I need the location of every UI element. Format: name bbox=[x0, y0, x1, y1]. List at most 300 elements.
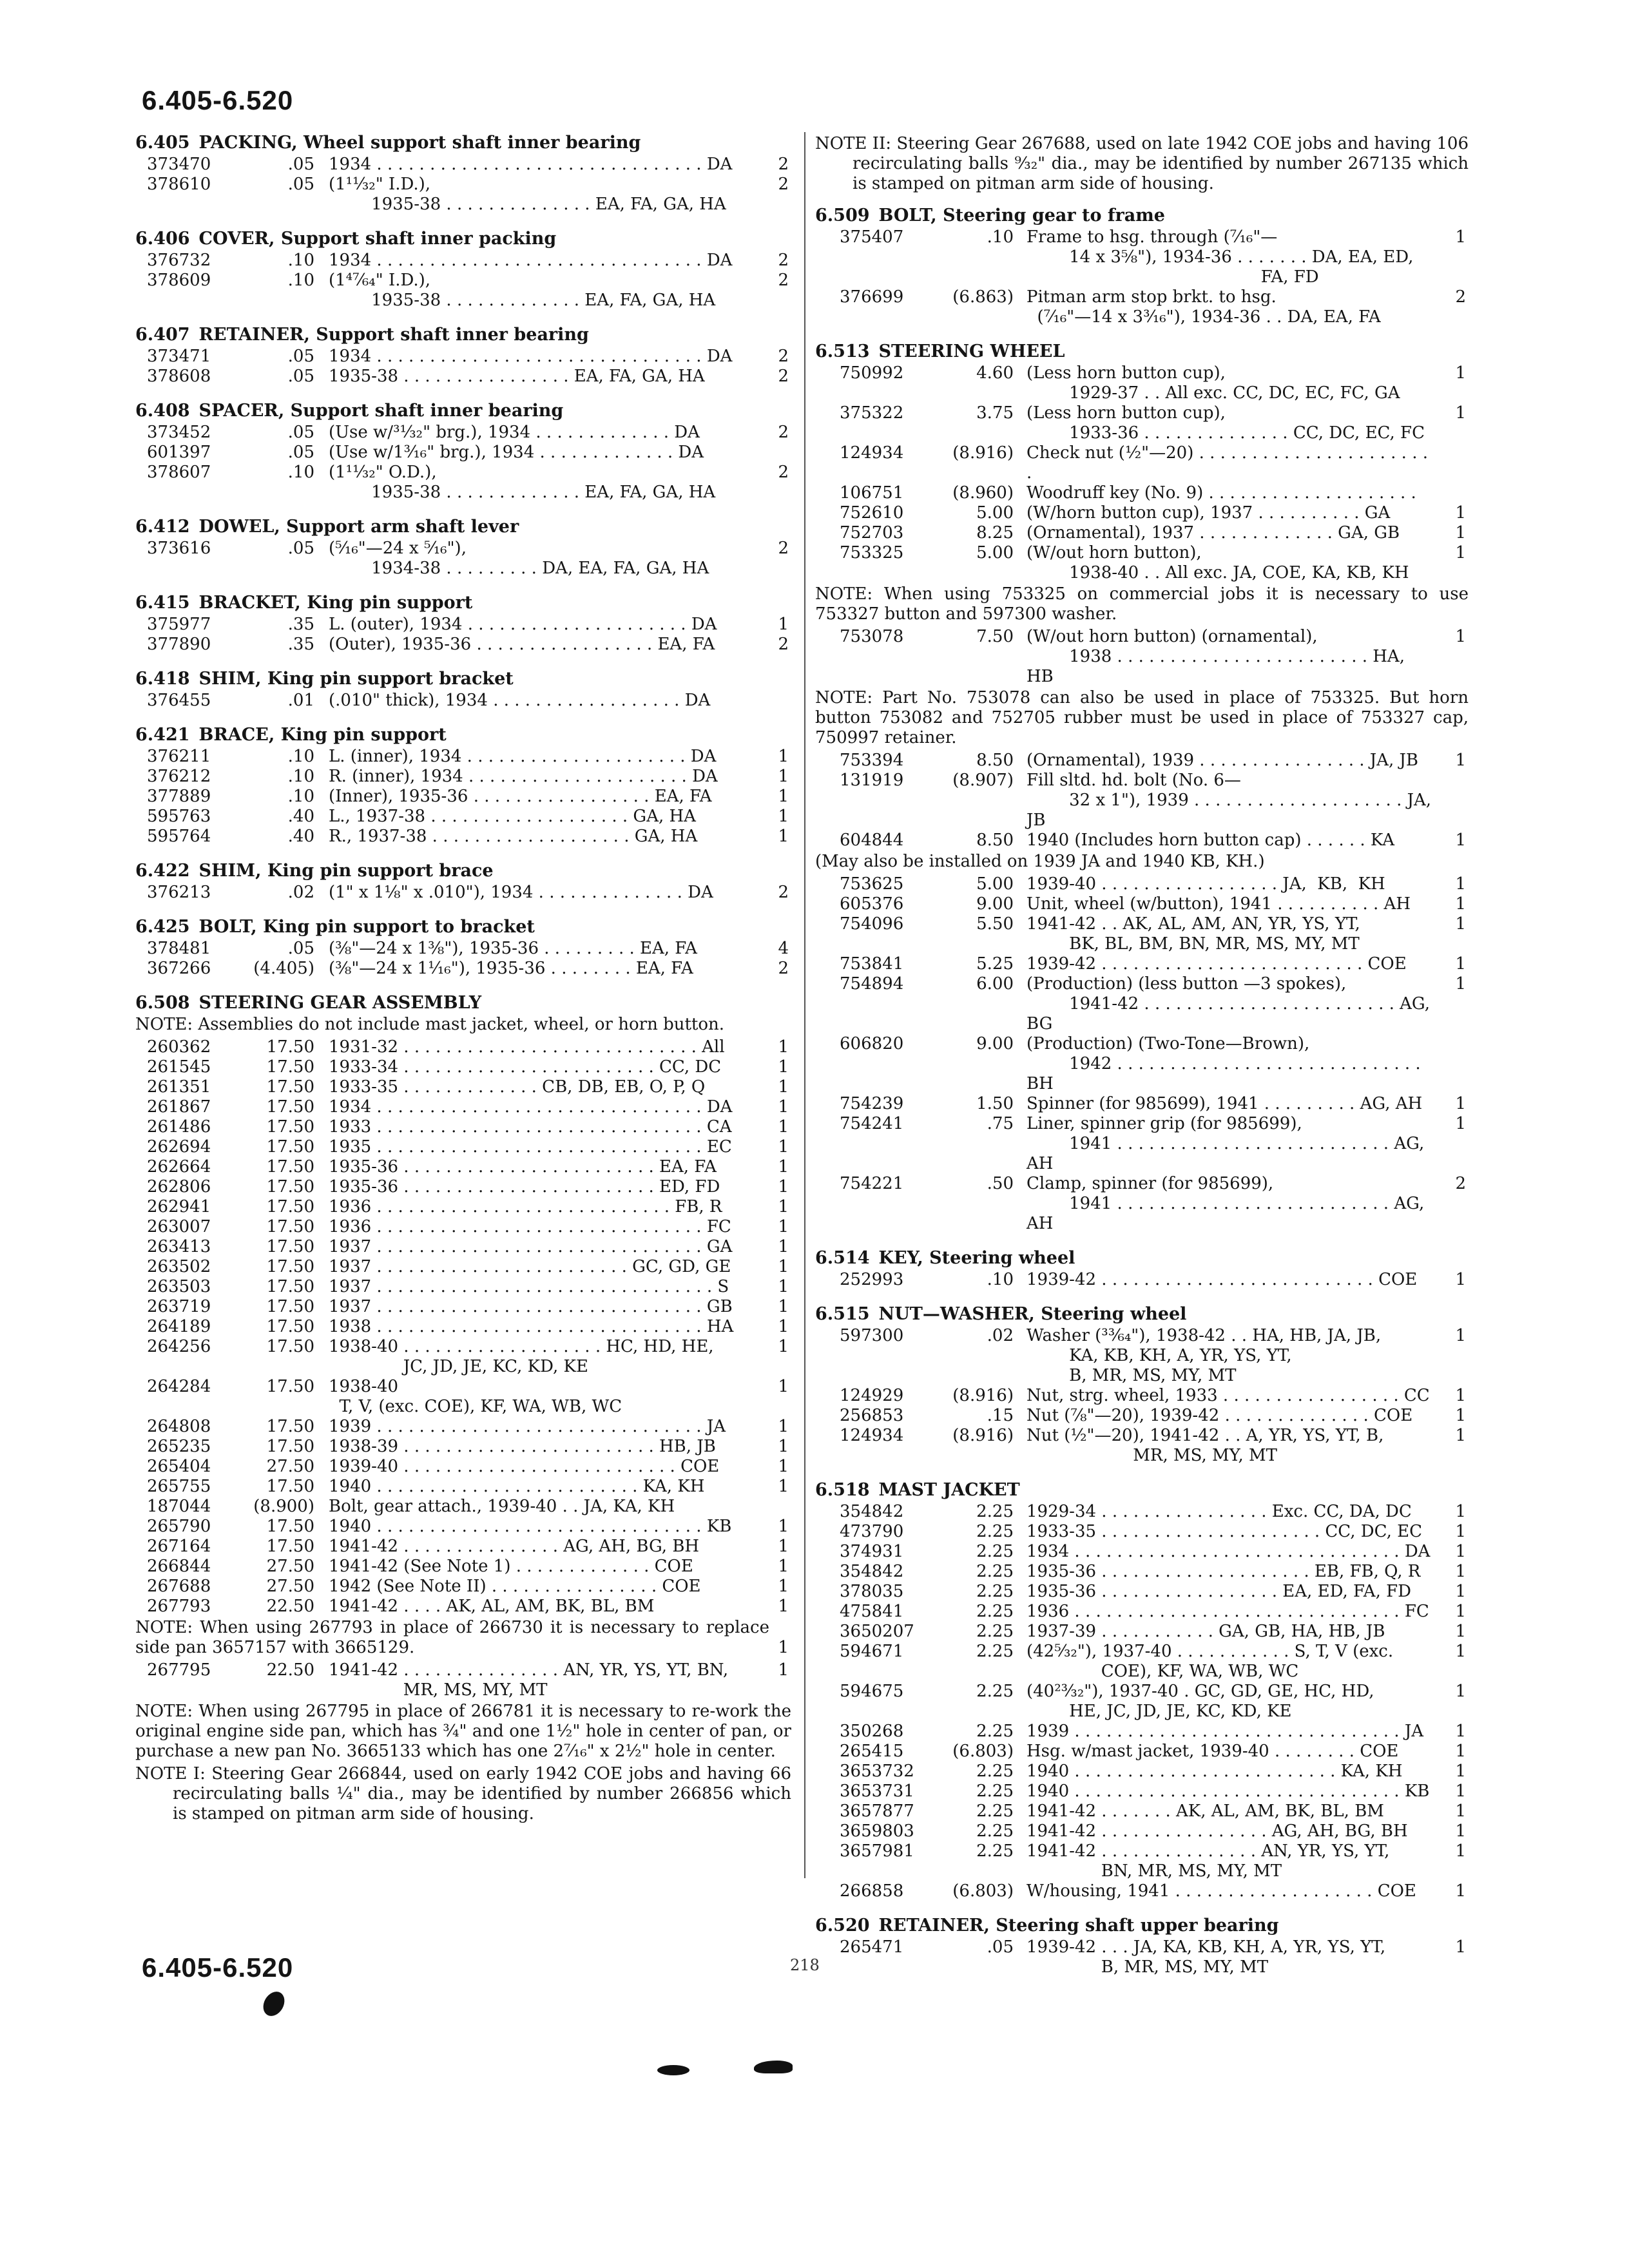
part-row bbox=[815, 543, 1472, 583]
part-row bbox=[135, 1077, 795, 1097]
note-text: NOTE: When using 753325 on commercial jobs it is necessary to use 753327 button and 597300 washer. bbox=[815, 584, 1469, 624]
part-quantity: 2 bbox=[1455, 1174, 1466, 1193]
part-price: .10 bbox=[287, 251, 314, 270]
part-number: 252993 bbox=[840, 1270, 904, 1289]
part-number: 753394 bbox=[840, 751, 904, 770]
part-quantity: 1 bbox=[778, 1417, 789, 1436]
part-row bbox=[135, 1597, 795, 1617]
part-quantity: 1 bbox=[778, 1197, 789, 1216]
part-price: 2.25 bbox=[976, 1682, 1014, 1701]
part-row bbox=[815, 894, 1472, 914]
part-description: Unit, wheel (w/button), 1941 . . . . . . . . . . AH bbox=[1027, 894, 1411, 914]
part-row bbox=[815, 751, 1472, 771]
part-quantity: 1 bbox=[778, 1437, 789, 1456]
part-price: 8.50 bbox=[976, 831, 1014, 850]
part-number: 131919 bbox=[840, 771, 904, 790]
part-quantity: 1 bbox=[1455, 1426, 1466, 1445]
part-number: 367266 bbox=[147, 959, 211, 978]
part-number: 377890 bbox=[147, 635, 211, 654]
part-description: 1934 . . . . . . . . . . . . . . . . . . . . . . . . . . . . . . . DA bbox=[329, 155, 733, 174]
part-quantity: 1 bbox=[1455, 1406, 1466, 1425]
part-row bbox=[815, 1802, 1472, 1821]
part-description: (Inner), 1935-36 . . . . . . . . . . . . . . . . . EA, FA bbox=[329, 787, 712, 806]
part-row bbox=[135, 251, 795, 271]
part-number: 263503 bbox=[147, 1277, 211, 1296]
part-description: 1934 . . . . . . . . . . . . . . . . . . . . . . . . . . . . . . . DA bbox=[1027, 1542, 1431, 1561]
part-quantity: 2 bbox=[778, 539, 789, 558]
part-number: 264284 bbox=[147, 1377, 211, 1396]
part-row bbox=[135, 1237, 795, 1257]
part-description: Bolt, gear attach., 1939-40 . . JA, KA, KH bbox=[329, 1497, 675, 1516]
part-row bbox=[815, 1406, 1472, 1426]
part-row bbox=[135, 1557, 795, 1577]
part-description: 1934 . . . . . . . . . . . . . . . . . . . . . . . . . . . . . . . DA bbox=[329, 251, 733, 270]
part-row bbox=[815, 1762, 1472, 1782]
part-number: 605376 bbox=[840, 894, 904, 914]
part-price: .05 bbox=[987, 1937, 1014, 1957]
part-description: 1938 . . . . . . . . . . . . . . . . . . . . . . . . . . . . . . . HA bbox=[329, 1317, 734, 1336]
part-description: 1935-36 . . . . . . . . . . . . . . . . . EA, ED, FA, FD bbox=[1027, 1582, 1411, 1601]
part-row bbox=[815, 1502, 1472, 1522]
part-description: Check nut (½"—20) . . . . . . . . . . . . . . . . . . . . . . . bbox=[1027, 443, 1434, 483]
part-description: 1933-34 . . . . . . . . . . . . . . . . . . . . . . . . CC, DC bbox=[329, 1057, 722, 1077]
part-price: 5.00 bbox=[976, 503, 1014, 523]
part-price: .10 bbox=[287, 271, 314, 290]
part-number: 124934 bbox=[840, 443, 904, 463]
part-number: 354842 bbox=[840, 1502, 904, 1521]
part-price: 17.50 bbox=[266, 1257, 314, 1276]
part-quantity: 1 bbox=[778, 1457, 789, 1476]
section-title bbox=[135, 861, 795, 881]
part-row bbox=[135, 635, 795, 655]
part-quantity: 1 bbox=[1455, 627, 1466, 646]
part-number: 124934 bbox=[840, 1426, 904, 1445]
part-quantity: 1 bbox=[778, 1157, 789, 1177]
part-description: 1939-40 . . . . . . . . . . . . . . . . . JA, KB, KH bbox=[1027, 874, 1385, 894]
section-number: 6.421 bbox=[135, 725, 190, 745]
part-description: L. (inner), 1934 . . . . . . . . . . . . . . . . . . . . . DA bbox=[329, 747, 717, 766]
part-number: 752610 bbox=[840, 503, 904, 523]
part-price: .40 bbox=[287, 807, 314, 826]
part-number: 263007 bbox=[147, 1217, 211, 1236]
part-price: 17.50 bbox=[266, 1277, 314, 1296]
part-price: .10 bbox=[287, 463, 314, 482]
part-quantity: 1 bbox=[1455, 894, 1466, 914]
part-price: .01 bbox=[287, 691, 314, 710]
part-price: 5.00 bbox=[976, 874, 1014, 894]
part-description: R., 1937-38 . . . . . . . . . . . . . . . . . . . GA, HA bbox=[329, 827, 698, 846]
part-price: 27.50 bbox=[266, 1457, 314, 1476]
section-name: RETAINER, Steering shaft upper bearing bbox=[878, 1916, 1279, 1936]
part-quantity: 1 bbox=[778, 1117, 789, 1137]
part-quantity: 1 bbox=[778, 1577, 789, 1596]
section-title bbox=[135, 325, 795, 345]
catalog-section bbox=[135, 593, 795, 655]
part-quantity: 1 bbox=[778, 1097, 789, 1117]
section-name: COVER, Support shaft inner packing bbox=[198, 229, 557, 249]
part-price: 2.25 bbox=[976, 1522, 1014, 1541]
part-description: 1939 . . . . . . . . . . . . . . . . . . . . . . . . . . . . . . . JA bbox=[329, 1417, 726, 1436]
part-number: 378607 bbox=[147, 463, 211, 482]
part-price: 2.25 bbox=[976, 1821, 1014, 1841]
part-quantity: 1 bbox=[1455, 1094, 1466, 1113]
part-description: 1941-42 . . AK, AL, AM, AN, YR, YS, YT, BK, BL, BM, BN, MR, MS, MY, MT bbox=[1027, 914, 1360, 954]
part-row bbox=[135, 539, 795, 579]
part-number: 264808 bbox=[147, 1417, 211, 1436]
part-price: (6.803) bbox=[952, 1881, 1014, 1901]
part-row bbox=[135, 883, 795, 903]
part-price: 17.50 bbox=[266, 1057, 314, 1077]
part-row bbox=[135, 1477, 795, 1497]
part-number: 3657981 bbox=[840, 1841, 914, 1861]
section-number: 6.520 bbox=[815, 1916, 870, 1936]
part-number: 263502 bbox=[147, 1257, 211, 1276]
part-row bbox=[815, 1522, 1472, 1542]
note-text: (May also be installed on 1939 JA and 1940 KB, KH.) bbox=[815, 852, 1265, 871]
part-row bbox=[135, 423, 795, 443]
catalog-section bbox=[135, 725, 795, 847]
part-row bbox=[135, 1137, 795, 1157]
part-row bbox=[135, 1497, 795, 1517]
part-description: 1941-42 . . . . . . . AK, AL, AM, BK, BL, BM bbox=[1027, 1802, 1384, 1821]
part-row bbox=[135, 615, 795, 635]
part-number: 376699 bbox=[840, 287, 904, 307]
part-quantity: 2 bbox=[778, 959, 789, 978]
part-quantity: 2 bbox=[778, 367, 789, 386]
part-price: .40 bbox=[287, 827, 314, 846]
part-description: (42⁵⁄₃₂"), 1937-40 . . . . . . . . . . . S, T, V (exc. COE), KF, WA, WB, WC bbox=[1027, 1642, 1394, 1681]
part-quantity: 1 bbox=[1455, 1782, 1466, 1801]
part-number: 3653731 bbox=[840, 1782, 914, 1801]
section-note bbox=[135, 1764, 795, 1824]
part-price: 27.50 bbox=[266, 1557, 314, 1576]
part-price: .05 bbox=[287, 367, 314, 386]
part-price: .35 bbox=[287, 615, 314, 634]
part-description: L. (outer), 1934 . . . . . . . . . . . . . . . . . . . . . DA bbox=[329, 615, 717, 634]
section-number: 6.412 bbox=[135, 517, 190, 537]
part-price: 2.25 bbox=[976, 1782, 1014, 1801]
section-title bbox=[815, 341, 1472, 362]
section-note bbox=[135, 1015, 795, 1035]
part-price: 2.25 bbox=[976, 1622, 1014, 1641]
part-price: .05 bbox=[287, 443, 314, 462]
part-quantity: 1 bbox=[1455, 1881, 1466, 1901]
part-description: 1941-42 . . . . AK, AL, AM, BK, BL, BM bbox=[329, 1597, 655, 1616]
part-price: 17.50 bbox=[266, 1417, 314, 1436]
part-row bbox=[135, 271, 795, 311]
catalog-section bbox=[815, 1304, 1472, 1466]
part-description: R. (inner), 1934 . . . . . . . . . . . . . . . . . . . . . DA bbox=[329, 767, 718, 786]
part-row bbox=[815, 1094, 1472, 1114]
section-number: 6.415 bbox=[135, 593, 190, 613]
section-number: 6.508 bbox=[135, 993, 190, 1013]
part-number: 3653732 bbox=[840, 1762, 914, 1781]
part-number: 263719 bbox=[147, 1297, 211, 1316]
part-quantity: 2 bbox=[778, 635, 789, 654]
part-row bbox=[815, 1114, 1472, 1174]
part-price: 17.50 bbox=[266, 1037, 314, 1057]
part-description: 1939 . . . . . . . . . . . . . . . . . . . . . . . . . . . . . . . JA bbox=[1027, 1722, 1424, 1741]
part-quantity: 4 bbox=[778, 939, 789, 958]
part-description: 1937 . . . . . . . . . . . . . . . . . . . . . . . . GC, GD, GE bbox=[329, 1257, 731, 1276]
part-number: 266858 bbox=[840, 1881, 904, 1901]
note-text: NOTE: When using 267793 in place of 266730 it is necessary to replace side pan 3657157 with 3665129. bbox=[135, 1618, 769, 1657]
part-number: 606820 bbox=[840, 1034, 904, 1053]
part-number: 753078 bbox=[840, 627, 904, 646]
part-quantity: 1 bbox=[1455, 1562, 1466, 1581]
part-number: 265235 bbox=[147, 1437, 211, 1456]
part-quantity: 1 bbox=[778, 747, 789, 766]
part-quantity: 1 bbox=[778, 615, 789, 634]
page-number: 218 bbox=[790, 1956, 820, 1974]
part-price: 8.25 bbox=[976, 523, 1014, 543]
part-row bbox=[135, 1417, 795, 1437]
section-note bbox=[815, 688, 1472, 748]
part-description: (40²³⁄₃₂"), 1937-40 . GC, GD, GE, HC, HD, HE, JC, JD, JE, KC, KD, KE bbox=[1027, 1682, 1374, 1721]
part-description: (1¹¹⁄₃₂" I.D.), 1935-38 . . . . . . . . . . . . . . EA, FA, GA, HA bbox=[329, 175, 726, 214]
part-row bbox=[135, 347, 795, 367]
part-number: 376455 bbox=[147, 691, 211, 710]
section-number: 6.514 bbox=[815, 1248, 870, 1268]
section-title bbox=[135, 993, 795, 1014]
part-number: 376213 bbox=[147, 883, 211, 902]
part-quantity: 1 bbox=[1455, 1937, 1466, 1957]
part-row bbox=[135, 175, 795, 215]
part-description: (Production) (Two-Tone—Brown), 1942 . . . . . . . . . . . . . . . . . . . . . . . . . . . . . BH bbox=[1027, 1034, 1421, 1093]
part-description: W/housing, 1941 . . . . . . . . . . . . . . . . . . . COE bbox=[1027, 1881, 1416, 1901]
part-number: 754239 bbox=[840, 1094, 904, 1113]
part-description: (W/out horn button), 1938-40 . . All exc. JA, COE, KA, KB, KH bbox=[1027, 543, 1409, 582]
section-number: 6.418 bbox=[135, 669, 190, 689]
section-name: KEY, Steering wheel bbox=[878, 1248, 1075, 1268]
part-row bbox=[815, 503, 1472, 523]
part-number: 595763 bbox=[147, 807, 211, 826]
part-description: 1934 . . . . . . . . . . . . . . . . . . . . . . . . . . . . . . . DA bbox=[329, 1097, 733, 1117]
part-number: 377889 bbox=[147, 787, 211, 806]
part-price: 17.50 bbox=[266, 1077, 314, 1097]
part-price: .75 bbox=[987, 1114, 1014, 1133]
part-description: Nut, strg. wheel, 1933 . . . . . . . . . . . . . . . . . CC bbox=[1027, 1386, 1430, 1405]
part-number: 604844 bbox=[840, 831, 904, 850]
part-row bbox=[815, 974, 1472, 1034]
part-price: 9.00 bbox=[976, 1034, 1014, 1053]
part-number: 754221 bbox=[840, 1174, 904, 1193]
catalog-section bbox=[135, 993, 795, 1824]
part-description: 1936 . . . . . . . . . . . . . . . . . . . . . . . . . . . . . . . FC bbox=[329, 1217, 731, 1236]
part-price: 17.50 bbox=[266, 1217, 314, 1236]
part-number: 376211 bbox=[147, 747, 211, 766]
catalog-section bbox=[815, 1480, 1472, 1901]
section-number: 6.509 bbox=[815, 206, 870, 226]
part-quantity: 1 bbox=[1455, 1114, 1466, 1133]
catalog-section bbox=[815, 341, 1472, 1234]
part-row bbox=[815, 831, 1472, 850]
part-price: .02 bbox=[987, 1326, 1014, 1345]
part-quantity: 1 bbox=[1455, 1326, 1466, 1345]
part-description: (Ornamental), 1937 . . . . . . . . . . . . . GA, GB bbox=[1027, 523, 1400, 543]
part-row bbox=[815, 483, 1472, 503]
part-description: 1938-40 T, V, (exc. COE), KF, WA, WB, WC bbox=[329, 1377, 622, 1416]
section-number: 6.515 bbox=[815, 1304, 870, 1324]
catalog-section bbox=[135, 133, 795, 215]
part-quantity: 1 bbox=[778, 1597, 789, 1616]
part-description: (1⁴⁷⁄₆₄" I.D.), 1935-38 . . . . . . . . . . . . . EA, FA, GA, HA bbox=[329, 271, 716, 310]
part-description: 1942 (See Note II) . . . . . . . . . . . . . . . . COE bbox=[329, 1577, 701, 1596]
part-row bbox=[815, 1841, 1472, 1881]
part-number: 753625 bbox=[840, 874, 904, 894]
section-number: 6.513 bbox=[815, 341, 870, 361]
part-number: 376732 bbox=[147, 251, 211, 270]
part-price: 17.50 bbox=[266, 1197, 314, 1216]
part-price: .05 bbox=[287, 347, 314, 366]
part-number: 378608 bbox=[147, 367, 211, 386]
part-description: (W/horn button cup), 1937 . . . . . . . . . . GA bbox=[1027, 503, 1391, 523]
part-price: 17.50 bbox=[266, 1437, 314, 1456]
part-number: 124929 bbox=[840, 1386, 904, 1405]
part-number: 373452 bbox=[147, 423, 211, 442]
catalog-section bbox=[135, 669, 795, 711]
part-description: L., 1937-38 . . . . . . . . . . . . . . . . . . . GA, HA bbox=[329, 807, 696, 826]
part-description: Nut (½"—20), 1941-42 . . A, YR, YS, YT, B, MR, MS, MY, MT bbox=[1027, 1426, 1384, 1465]
part-price: 2.25 bbox=[976, 1562, 1014, 1581]
part-description: 1938-40 . . . . . . . . . . . . . . . . . . . HC, HD, HE, JC, JD, JE, KC, KD, KE bbox=[329, 1337, 714, 1376]
part-row bbox=[135, 1157, 795, 1177]
part-price: (8.916) bbox=[952, 1386, 1014, 1405]
part-price: .10 bbox=[987, 227, 1014, 247]
section-number: 6.408 bbox=[135, 401, 190, 421]
part-price: .02 bbox=[287, 883, 314, 902]
section-number: 6.407 bbox=[135, 325, 190, 345]
part-price: 2.25 bbox=[976, 1802, 1014, 1821]
catalog-section bbox=[815, 1916, 1472, 1977]
part-row bbox=[815, 523, 1472, 543]
part-number: 3650207 bbox=[840, 1622, 914, 1641]
part-number: 262664 bbox=[147, 1157, 211, 1177]
section-title bbox=[135, 725, 795, 745]
part-price: 9.00 bbox=[976, 894, 1014, 914]
part-row bbox=[815, 1622, 1472, 1642]
part-quantity: 1 bbox=[778, 1237, 789, 1256]
part-quantity: 2 bbox=[778, 347, 789, 366]
section-number: 6.405 bbox=[135, 133, 190, 153]
part-description: (Production) (less button —3 spokes), 1941-42 . . . . . . . . . . . . . . . . . . . . . . . . AG, BG bbox=[1027, 974, 1431, 1033]
part-price: 2.25 bbox=[976, 1542, 1014, 1561]
part-row bbox=[135, 1660, 795, 1700]
part-row bbox=[815, 363, 1472, 403]
part-row bbox=[815, 874, 1472, 894]
part-quantity: 1 bbox=[1455, 227, 1466, 247]
part-quantity: 1 bbox=[1455, 1502, 1466, 1521]
part-price: 6.00 bbox=[976, 974, 1014, 994]
part-description: 1938-39 . . . . . . . . . . . . . . . . . . . . . . . . HB, JB bbox=[329, 1437, 716, 1456]
part-row bbox=[815, 914, 1472, 954]
section-title bbox=[135, 133, 795, 153]
part-row bbox=[815, 1642, 1472, 1682]
part-description: 1935-38 . . . . . . . . . . . . . . . . EA, FA, GA, HA bbox=[329, 367, 705, 386]
part-price: 8.50 bbox=[976, 751, 1014, 770]
part-quantity: 1 bbox=[1455, 1582, 1466, 1601]
section-name: SHIM, King pin support bracket bbox=[198, 669, 514, 689]
part-row bbox=[815, 1542, 1472, 1562]
part-number: 378035 bbox=[840, 1582, 904, 1601]
part-description: Pitman arm stop brkt. to hsg. (⁷⁄₁₆"—14 x 3³⁄₁₆"), 1934-36 . . DA, EA, FA bbox=[1027, 287, 1381, 327]
part-price: (8.907) bbox=[952, 771, 1014, 790]
part-description: 1939-42 . . . JA, KA, KB, KH, A, YR, YS, YT, B, MR, MS, MY, MT bbox=[1027, 1937, 1386, 1977]
part-price: (8.916) bbox=[952, 443, 1014, 463]
section-title bbox=[815, 1304, 1472, 1325]
part-description: 1940 . . . . . . . . . . . . . . . . . . . . . . . . . KA, KH bbox=[1027, 1762, 1403, 1781]
section-name: STEERING GEAR ASSEMBLY bbox=[198, 993, 482, 1013]
part-price: 2.25 bbox=[976, 1582, 1014, 1601]
part-row bbox=[135, 1377, 795, 1417]
part-price: 5.25 bbox=[976, 954, 1014, 974]
part-description: Washer (³³⁄₆₄"), 1938-42 . . HA, HB, JA, JB, KA, KB, KH, A, YR, YS, YT, B, MR, MS, MY, MT bbox=[1027, 1326, 1382, 1385]
note-quantity: 1 bbox=[778, 1638, 789, 1657]
part-row bbox=[815, 1270, 1472, 1290]
part-number: 3657877 bbox=[840, 1802, 914, 1821]
part-number: 265471 bbox=[840, 1937, 904, 1957]
part-number: 264256 bbox=[147, 1337, 211, 1356]
part-description: 1940 . . . . . . . . . . . . . . . . . . . . . . . . . KA, KH bbox=[329, 1477, 705, 1496]
part-price: (4.405) bbox=[253, 959, 314, 978]
part-row bbox=[815, 1174, 1472, 1234]
part-price: .05 bbox=[287, 155, 314, 174]
part-row bbox=[135, 1257, 795, 1277]
part-price: 2.25 bbox=[976, 1602, 1014, 1621]
note-text: NOTE I: Steering Gear 266844, used on early 1942 COE jobs and having 66 recirculating balls ¼" dia., may be identified by number 266856 which is stamped on pitman arm side of housing. bbox=[135, 1764, 791, 1823]
section-number: 6.518 bbox=[815, 1480, 870, 1500]
part-quantity: 1 bbox=[778, 787, 789, 806]
catalog-section bbox=[815, 1248, 1472, 1290]
part-description: Frame to hsg. through (⁷⁄₁₆"— 14 x 3⅝"), 1934-36 . . . . . . . DA, EA, ED, FA, FD bbox=[1027, 227, 1414, 287]
part-number: 262694 bbox=[147, 1137, 211, 1157]
section-name: BRACKET, King pin support bbox=[198, 593, 473, 613]
part-quantity: 1 bbox=[1455, 1682, 1466, 1701]
part-description: (W/out horn button) (ornamental), 1938 . . . . . . . . . . . . . . . . . . . . . . . . HA, HB bbox=[1027, 627, 1405, 686]
part-row bbox=[135, 463, 795, 503]
part-price: 17.50 bbox=[266, 1237, 314, 1256]
part-description: (⅜"—24 x 1¹⁄₁₆"), 1935-36 . . . . . . . . EA, FA bbox=[329, 959, 693, 978]
part-description: (.010" thick), 1934 . . . . . . . . . . . . . . . . . . DA bbox=[329, 691, 711, 710]
part-price: .50 bbox=[987, 1174, 1014, 1193]
section-name: PACKING, Wheel support shaft inner bearing bbox=[198, 133, 641, 153]
part-quantity: 2 bbox=[778, 423, 789, 442]
part-number: 261351 bbox=[147, 1077, 211, 1097]
part-description: 1937-39 . . . . . . . . . . . GA, GB, HA, HB, JB bbox=[1027, 1622, 1385, 1641]
part-row bbox=[815, 1937, 1472, 1977]
part-number: 597300 bbox=[840, 1326, 904, 1345]
part-description: (Outer), 1935-36 . . . . . . . . . . . . . . . . . EA, FA bbox=[329, 635, 715, 654]
part-number: 106751 bbox=[840, 483, 904, 503]
part-quantity: 1 bbox=[1455, 1602, 1466, 1621]
part-row bbox=[815, 443, 1472, 483]
section-title bbox=[135, 669, 795, 689]
part-row bbox=[135, 367, 795, 387]
part-number: 350268 bbox=[840, 1722, 904, 1741]
part-row bbox=[815, 287, 1472, 327]
part-row bbox=[815, 954, 1472, 974]
part-quantity: 1 bbox=[778, 1277, 789, 1296]
part-description: 1939-42 . . . . . . . . . . . . . . . . . . . . . . . . . COE bbox=[1027, 954, 1407, 974]
part-description: (Use w/³¹⁄₃₂" brg.), 1934 . . . . . . . . . . . . . DA bbox=[329, 423, 700, 442]
part-quantity: 2 bbox=[778, 155, 789, 174]
catalog-section bbox=[135, 861, 795, 903]
part-number: 267793 bbox=[147, 1597, 211, 1616]
part-row bbox=[135, 747, 795, 767]
section-number: 6.425 bbox=[135, 917, 190, 937]
section-number: 6.422 bbox=[135, 861, 190, 881]
part-description: 1929-34 . . . . . . . . . . . . . . . . Exc. CC, DA, DC bbox=[1027, 1502, 1412, 1521]
